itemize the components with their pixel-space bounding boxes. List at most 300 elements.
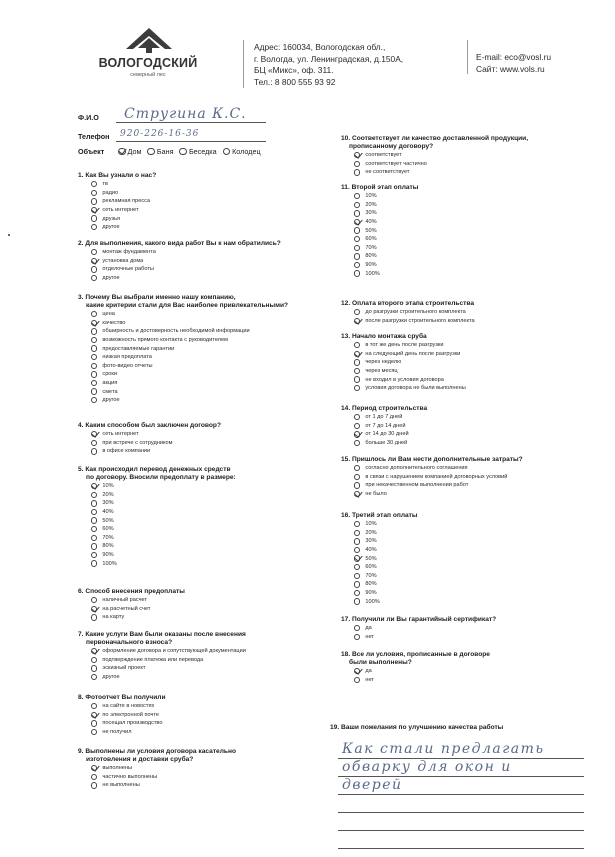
question-title: 11. Второй этап оплаты bbox=[341, 184, 419, 191]
answer-label: 40% bbox=[365, 547, 377, 554]
radio-circle[interactable] bbox=[91, 543, 97, 549]
radio-circle[interactable] bbox=[179, 148, 187, 156]
answer-label: радио bbox=[102, 189, 119, 196]
radio-circle[interactable] bbox=[91, 492, 97, 498]
answer-option[interactable] bbox=[341, 367, 466, 376]
question-title: 9. Выполнены ли условия договора касательно bbox=[78, 748, 236, 755]
answer-option[interactable] bbox=[78, 534, 236, 543]
answer-option[interactable] bbox=[78, 673, 246, 682]
object-option[interactable] bbox=[223, 147, 261, 156]
answer-option[interactable] bbox=[78, 711, 166, 720]
answer-label: возможность прямого контакта с руководителем bbox=[102, 337, 228, 344]
radio-circle[interactable] bbox=[354, 474, 360, 480]
answer-option[interactable] bbox=[78, 396, 288, 405]
question-block bbox=[341, 512, 418, 606]
answer-option[interactable] bbox=[78, 180, 156, 189]
answer-option[interactable] bbox=[341, 554, 418, 563]
answer-option[interactable] bbox=[78, 656, 246, 665]
answer-option[interactable] bbox=[341, 160, 528, 169]
radio-circle[interactable] bbox=[91, 266, 97, 272]
object-option[interactable] bbox=[118, 147, 141, 156]
answer-label: 50% bbox=[102, 517, 114, 524]
radio-circle[interactable] bbox=[91, 703, 97, 709]
answer-option[interactable] bbox=[341, 589, 418, 598]
answer-label: через месяц bbox=[365, 368, 398, 375]
answer-label: отделочные работы bbox=[102, 266, 154, 273]
answer-option[interactable] bbox=[78, 379, 288, 388]
radio-circle[interactable] bbox=[354, 359, 360, 365]
radio-circle[interactable] bbox=[354, 368, 360, 374]
answer-option[interactable] bbox=[78, 781, 236, 790]
question-title: 18. Все ли условия, прописанные в договоре bbox=[341, 651, 490, 658]
radio-circle[interactable] bbox=[354, 538, 360, 544]
question-block bbox=[78, 631, 246, 681]
answer-label: 80% bbox=[102, 543, 114, 550]
answer-option[interactable] bbox=[341, 464, 523, 473]
answer-label: низкая предоплата bbox=[102, 354, 152, 361]
answer-option[interactable] bbox=[341, 597, 418, 606]
radio-circle[interactable] bbox=[354, 351, 360, 357]
radio-circle[interactable] bbox=[91, 720, 97, 726]
writing-line bbox=[338, 812, 584, 813]
answer-label: подтверждение платежа или перевода bbox=[102, 656, 204, 663]
radio-circle[interactable] bbox=[354, 440, 360, 446]
radio-circle[interactable] bbox=[91, 431, 97, 437]
radio-circle[interactable] bbox=[91, 328, 97, 334]
question-block bbox=[341, 651, 490, 684]
answer-label: через неделю bbox=[365, 359, 402, 366]
radio-circle[interactable] bbox=[91, 275, 97, 281]
answer-option[interactable] bbox=[78, 248, 281, 257]
answer-option[interactable] bbox=[341, 269, 418, 278]
answer-label: 90% bbox=[365, 262, 377, 269]
radio-circle[interactable] bbox=[354, 677, 360, 683]
answer-option[interactable] bbox=[78, 214, 156, 223]
radio-circle[interactable] bbox=[354, 598, 360, 604]
radio-circle[interactable] bbox=[91, 782, 97, 788]
answer-option[interactable] bbox=[341, 151, 528, 160]
radio-circle[interactable] bbox=[354, 318, 360, 324]
question-title: 19. Ваши пожелания по улучшению качества работы bbox=[330, 724, 504, 731]
radio-circle[interactable] bbox=[354, 668, 360, 674]
answer-label: другое bbox=[102, 674, 120, 681]
radio-circle[interactable] bbox=[91, 765, 97, 771]
object-option-label: Беседка bbox=[188, 147, 217, 156]
answer-option[interactable] bbox=[341, 235, 418, 244]
answer-label: не было bbox=[365, 491, 387, 498]
answer-option[interactable] bbox=[78, 702, 166, 711]
answer-label: сеть интернет bbox=[102, 207, 139, 214]
answer-option[interactable] bbox=[341, 473, 523, 482]
answer-label: 100% bbox=[365, 598, 380, 605]
answer-label: 10% bbox=[102, 483, 114, 490]
answer-label: 60% bbox=[365, 564, 377, 571]
handwritten-wish[interactable]: Как стали предлагать bbox=[342, 741, 545, 757]
radio-circle[interactable] bbox=[91, 337, 97, 343]
radio-circle[interactable] bbox=[91, 526, 97, 532]
radio-circle[interactable] bbox=[354, 270, 360, 276]
radio-circle[interactable] bbox=[91, 665, 97, 671]
answer-option[interactable] bbox=[341, 490, 523, 499]
answer-label: 30% bbox=[365, 538, 377, 545]
radio-circle[interactable] bbox=[354, 253, 360, 259]
answer-option[interactable] bbox=[341, 209, 418, 218]
answer-option[interactable] bbox=[78, 664, 246, 673]
question-title: прописанному договору? bbox=[349, 143, 434, 150]
answer-label: на сайте в новостях bbox=[102, 703, 155, 710]
answer-option[interactable] bbox=[78, 499, 236, 508]
radio-circle[interactable] bbox=[91, 249, 97, 255]
radio-circle[interactable] bbox=[354, 169, 360, 175]
radio-circle[interactable] bbox=[91, 363, 97, 369]
object-option-label: Колодец bbox=[232, 147, 261, 156]
answer-option[interactable] bbox=[341, 667, 490, 676]
radio-circle[interactable] bbox=[354, 634, 360, 640]
radio-circle[interactable] bbox=[91, 517, 97, 523]
answer-label: выполнены bbox=[102, 765, 132, 772]
radio-circle[interactable] bbox=[354, 581, 360, 587]
address-line: Адрес: 160034, Вологодская обл., bbox=[254, 42, 386, 52]
radio-circle[interactable] bbox=[354, 521, 360, 527]
question-block bbox=[78, 588, 185, 622]
radio-circle[interactable] bbox=[91, 448, 97, 454]
answer-label: нет bbox=[365, 633, 374, 640]
radio-circle[interactable] bbox=[354, 530, 360, 536]
answer-option[interactable] bbox=[341, 192, 418, 201]
answer-option[interactable] bbox=[78, 728, 166, 737]
radio-circle[interactable] bbox=[354, 161, 360, 167]
answer-option[interactable] bbox=[78, 764, 236, 773]
answer-label: цена bbox=[102, 311, 115, 318]
answer-option[interactable] bbox=[78, 189, 156, 198]
question-title: по договору. Вносили предоплату в размере: bbox=[86, 474, 236, 481]
answer-label: друзья bbox=[102, 215, 121, 222]
answer-label: 10% bbox=[365, 521, 377, 528]
radio-circle[interactable] bbox=[91, 388, 97, 394]
radio-circle[interactable] bbox=[354, 482, 360, 488]
object-option-label: Баня bbox=[156, 147, 174, 156]
radio-circle[interactable] bbox=[91, 190, 97, 196]
radio-circle[interactable] bbox=[354, 193, 360, 199]
answer-option[interactable] bbox=[341, 439, 427, 448]
answer-label: установка дома bbox=[102, 257, 144, 264]
answer-label: не выполнены bbox=[102, 782, 140, 789]
radio-circle[interactable] bbox=[91, 198, 97, 204]
answer-option[interactable] bbox=[78, 430, 221, 439]
answer-option[interactable] bbox=[341, 624, 496, 633]
radio-circle[interactable] bbox=[354, 227, 360, 233]
question-block bbox=[78, 422, 221, 456]
radio-circle[interactable] bbox=[118, 148, 126, 156]
answer-option[interactable] bbox=[341, 226, 418, 235]
radio-circle[interactable] bbox=[354, 210, 360, 216]
radio-circle[interactable] bbox=[91, 397, 97, 403]
radio-circle[interactable] bbox=[354, 152, 360, 158]
answer-option[interactable] bbox=[341, 358, 466, 367]
answer-option[interactable] bbox=[78, 223, 156, 232]
answer-option[interactable] bbox=[78, 336, 288, 345]
radio-circle[interactable] bbox=[354, 491, 360, 497]
answer-label: при некачественном выполнении работ bbox=[365, 482, 469, 489]
object-label: Объект bbox=[78, 147, 105, 156]
radio-circle[interactable] bbox=[91, 258, 97, 264]
answer-label: условия договора не были выполнены bbox=[365, 385, 466, 392]
answer-option[interactable] bbox=[341, 252, 418, 261]
answer-option[interactable] bbox=[78, 482, 236, 491]
answer-option[interactable] bbox=[78, 257, 281, 266]
question-block bbox=[341, 616, 496, 641]
radio-circle[interactable] bbox=[354, 555, 360, 561]
answer-option[interactable] bbox=[78, 613, 185, 622]
fio-field[interactable]: Стругина К.С. bbox=[124, 106, 247, 122]
answer-option[interactable] bbox=[78, 551, 236, 560]
answer-option[interactable] bbox=[78, 647, 246, 656]
answer-option[interactable] bbox=[341, 341, 466, 350]
answer-label: 90% bbox=[102, 552, 114, 559]
answer-option[interactable] bbox=[341, 413, 427, 422]
radio-circle[interactable] bbox=[91, 657, 97, 663]
answer-label: 50% bbox=[365, 227, 377, 234]
question-block bbox=[341, 184, 418, 278]
answer-option[interactable] bbox=[341, 244, 418, 253]
answer-option[interactable] bbox=[341, 422, 427, 431]
answer-label: 30% bbox=[365, 210, 377, 217]
radio-circle[interactable] bbox=[354, 431, 360, 437]
question-title: 6. Способ внесения предоплаты bbox=[78, 588, 185, 595]
radio-circle[interactable] bbox=[91, 207, 97, 213]
question-block bbox=[341, 135, 528, 177]
answer-label: согласно дополнительного соглашения bbox=[365, 465, 468, 472]
answer-option[interactable] bbox=[78, 491, 236, 500]
email-line: E-mail: eco@vosl.ru bbox=[476, 52, 552, 62]
radio-circle[interactable] bbox=[354, 342, 360, 348]
company-logo-name: ВОЛОГОДСКИЙ bbox=[98, 56, 198, 70]
answer-option[interactable] bbox=[78, 310, 288, 319]
answer-option[interactable] bbox=[78, 439, 221, 448]
answer-label: монтаж фундамента bbox=[102, 249, 156, 256]
question-block bbox=[341, 456, 523, 498]
radio-circle[interactable] bbox=[354, 625, 360, 631]
answer-option[interactable] bbox=[78, 387, 288, 396]
answer-label: 70% bbox=[102, 534, 114, 541]
answer-option[interactable] bbox=[78, 559, 236, 568]
radio-circle[interactable] bbox=[91, 354, 97, 360]
radio-circle[interactable] bbox=[223, 148, 231, 156]
question-title: 5. Как происходил перевод денежных средств bbox=[78, 466, 231, 473]
radio-circle[interactable] bbox=[91, 440, 97, 446]
answer-label: на карту bbox=[102, 614, 125, 621]
radio-circle[interactable] bbox=[354, 564, 360, 570]
radio-circle[interactable] bbox=[354, 573, 360, 579]
question-block bbox=[78, 694, 166, 736]
answer-option[interactable] bbox=[78, 362, 288, 371]
question-block bbox=[78, 748, 236, 790]
answer-option[interactable] bbox=[341, 168, 528, 177]
radio-circle[interactable] bbox=[147, 148, 155, 156]
website-line: Сайт: www.vols.ru bbox=[476, 63, 545, 74]
answer-label: 100% bbox=[365, 270, 380, 277]
radio-circle[interactable] bbox=[354, 376, 360, 382]
question-block bbox=[78, 240, 281, 282]
answer-label: при встрече с сотрудником bbox=[102, 439, 173, 446]
address-line: г. Вологда, ул. Ленинградская, д.150А, bbox=[254, 53, 404, 64]
answer-label: по электронной почте bbox=[102, 711, 159, 718]
answer-option[interactable] bbox=[341, 350, 466, 359]
answer-option[interactable] bbox=[341, 633, 496, 642]
radio-circle[interactable] bbox=[91, 345, 97, 351]
radio-circle[interactable] bbox=[91, 500, 97, 506]
answer-option[interactable] bbox=[78, 719, 166, 728]
answer-option[interactable] bbox=[78, 447, 221, 456]
answer-option[interactable] bbox=[341, 317, 475, 326]
radio-circle[interactable] bbox=[91, 224, 97, 230]
phone-line: Тел.: 8 800 555 93 92 bbox=[254, 76, 336, 87]
fio-label: Ф.И.О bbox=[78, 113, 99, 122]
answer-label: 80% bbox=[365, 253, 377, 260]
object-option[interactable] bbox=[179, 147, 216, 156]
phone-underline bbox=[116, 141, 266, 142]
handwritten-wish[interactable]: обварку для окон и bbox=[342, 759, 512, 775]
answer-option[interactable] bbox=[341, 308, 475, 317]
answer-option[interactable] bbox=[78, 319, 288, 328]
answer-label: до разгрузки строительного комплекта bbox=[365, 309, 466, 316]
answer-option[interactable] bbox=[341, 546, 418, 555]
answer-option[interactable] bbox=[78, 605, 185, 614]
answer-option[interactable] bbox=[78, 327, 288, 336]
answer-label: соответствует частично bbox=[365, 160, 427, 167]
answer-option[interactable] bbox=[341, 218, 418, 227]
radio-circle[interactable] bbox=[91, 774, 97, 780]
radio-circle[interactable] bbox=[91, 181, 97, 187]
answer-label: да bbox=[365, 668, 372, 675]
object-option[interactable] bbox=[147, 147, 173, 156]
question-title: 15. Пришлось ли Вам нести дополнительные затраты? bbox=[341, 456, 523, 463]
radio-circle[interactable] bbox=[91, 483, 97, 489]
question-title: 16. Третий этап оплаты bbox=[341, 512, 418, 519]
writing-line bbox=[338, 830, 584, 831]
answer-label: 90% bbox=[365, 590, 377, 597]
answer-option[interactable] bbox=[341, 384, 466, 393]
question-title: 10. Соответствует ли качество доставленной продукции, bbox=[341, 135, 529, 142]
answer-option[interactable] bbox=[341, 563, 418, 572]
answer-option[interactable] bbox=[341, 537, 418, 546]
radio-circle[interactable] bbox=[354, 309, 360, 315]
phone-field[interactable]: 920-226-16-36 bbox=[120, 129, 200, 139]
radio-circle[interactable] bbox=[354, 547, 360, 553]
fio-underline bbox=[116, 122, 266, 123]
answer-label: не соответствует bbox=[365, 169, 410, 176]
writing-line bbox=[338, 848, 584, 849]
radio-circle[interactable] bbox=[91, 509, 97, 515]
question-block bbox=[341, 405, 427, 447]
answer-option[interactable] bbox=[341, 580, 418, 589]
radio-circle[interactable] bbox=[354, 465, 360, 471]
radio-circle[interactable] bbox=[354, 202, 360, 208]
answer-label: 40% bbox=[102, 509, 114, 516]
answer-label: в тот же день после разгрузки bbox=[365, 342, 444, 349]
answer-label: 10% bbox=[365, 193, 377, 200]
radio-circle[interactable] bbox=[91, 552, 97, 558]
radio-circle[interactable] bbox=[91, 215, 97, 221]
answer-option[interactable] bbox=[341, 375, 466, 384]
answer-label: эскизный проект bbox=[102, 665, 146, 672]
answer-option[interactable] bbox=[341, 572, 418, 581]
radio-circle[interactable] bbox=[91, 560, 97, 566]
answer-option[interactable] bbox=[78, 265, 281, 274]
scan-dot bbox=[8, 234, 10, 236]
radio-circle[interactable] bbox=[354, 236, 360, 242]
radio-circle[interactable] bbox=[91, 729, 97, 735]
question-title: 8. Фотоотчет Вы получили bbox=[78, 694, 166, 701]
answer-option[interactable] bbox=[341, 676, 490, 685]
answer-label: 20% bbox=[365, 201, 377, 208]
answer-option[interactable] bbox=[78, 344, 288, 353]
answer-option[interactable] bbox=[78, 274, 281, 283]
answer-option[interactable] bbox=[341, 529, 418, 538]
radio-circle[interactable] bbox=[91, 380, 97, 386]
radio-circle[interactable] bbox=[91, 311, 97, 317]
answer-option[interactable] bbox=[78, 773, 236, 782]
answer-option[interactable] bbox=[341, 481, 523, 490]
radio-circle[interactable] bbox=[354, 414, 360, 420]
answer-option[interactable] bbox=[341, 430, 427, 439]
answer-option[interactable] bbox=[78, 370, 288, 379]
answer-option[interactable] bbox=[78, 542, 236, 551]
radio-circle[interactable] bbox=[91, 320, 97, 326]
answer-label: предоставляемые гарантии bbox=[102, 345, 175, 352]
radio-circle[interactable] bbox=[354, 219, 360, 225]
header-divider-left bbox=[243, 40, 244, 88]
question-title: 17. Получили ли Вы гарантийный сертификат? bbox=[341, 616, 497, 623]
radio-circle[interactable] bbox=[354, 262, 360, 268]
answer-option[interactable] bbox=[341, 201, 418, 210]
object-option-label: Дом bbox=[127, 147, 142, 156]
answer-option[interactable] bbox=[78, 516, 236, 525]
question-title: 7. Какие услуги Вам были оказаны после внесения bbox=[78, 631, 246, 638]
answer-option[interactable] bbox=[78, 197, 156, 206]
radio-circle[interactable] bbox=[91, 606, 97, 612]
answer-option[interactable] bbox=[341, 520, 418, 529]
radio-circle[interactable] bbox=[91, 371, 97, 377]
answer-label: обширность и достоверность необходимой информации bbox=[102, 328, 250, 335]
radio-circle[interactable] bbox=[91, 648, 97, 654]
answer-option[interactable] bbox=[78, 525, 236, 534]
question-title: 14. Период строительства bbox=[341, 405, 428, 412]
radio-circle[interactable] bbox=[91, 712, 97, 718]
answer-option[interactable] bbox=[78, 206, 156, 215]
question-title: 13. Начало монтажа сруба bbox=[341, 333, 427, 340]
answer-option[interactable] bbox=[78, 596, 185, 605]
radio-circle[interactable] bbox=[91, 597, 97, 603]
object-row bbox=[78, 147, 267, 156]
answer-label: нет bbox=[365, 676, 374, 683]
answer-option[interactable] bbox=[78, 353, 288, 362]
handwritten-wish[interactable]: дверей bbox=[342, 777, 403, 793]
answer-option[interactable] bbox=[78, 508, 236, 517]
answer-label: смета bbox=[102, 388, 118, 395]
radio-circle[interactable] bbox=[354, 423, 360, 429]
question-block bbox=[78, 172, 156, 232]
radio-circle[interactable] bbox=[354, 385, 360, 391]
radio-circle[interactable] bbox=[354, 245, 360, 251]
radio-circle[interactable] bbox=[91, 614, 97, 620]
question-title: 1. Как Вы узнали о нас? bbox=[78, 172, 157, 179]
radio-circle[interactable] bbox=[354, 590, 360, 596]
answer-option[interactable] bbox=[341, 261, 418, 270]
radio-circle[interactable] bbox=[91, 674, 97, 680]
radio-circle[interactable] bbox=[91, 535, 97, 541]
answer-label: после разгрузки строительного комплекта bbox=[365, 317, 475, 324]
